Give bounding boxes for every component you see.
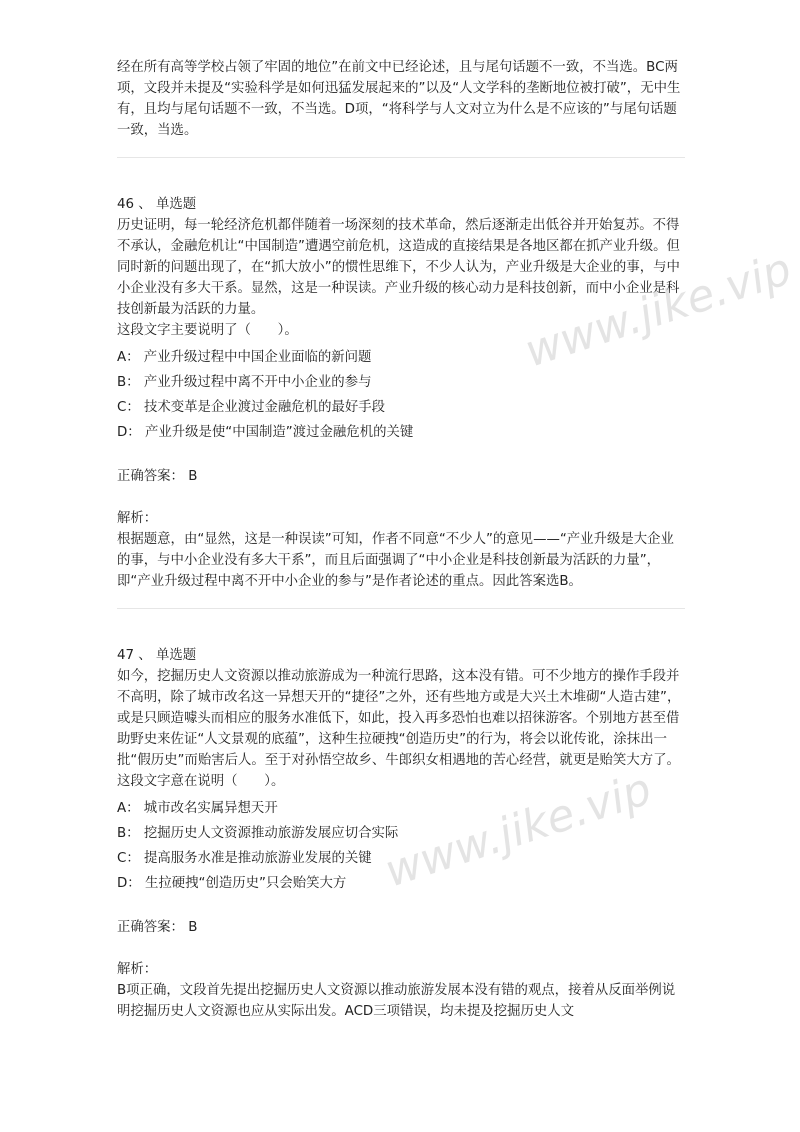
option-d: D： 生拉硬拽“创造历史”只会贻笑大方 [117, 876, 347, 891]
intro-paragraph: 经在所有高等学校占领了牢固的地位”在前文中已经论述，且与尾句话题不一致，不当选。BC两项，文段并未提及“实验科学是如何迅猛发展起来的”以及“人文学科的垄断地位被打破”，无中生有，且均与尾句话题不一致，不当选。D项，“将科学与人文对立为什么是不应该的”与尾句话题一致，当选。 [117, 60, 681, 138]
section-divider [117, 157, 685, 158]
question-stem: 历史证明，每一轮经济危机都伴随着一场深刻的技术革命，然后逐渐走出低谷并开始复苏。不得不承认，金融危机让“中国制造”遭遇空前危机，这造成的直接结果是各地区都在抓产业升级。但同时新的问题出现了，在“抓大放小”的惯性思维下，不少人认为，产业升级是大企业的事，与中小企业没有多大干系。显然，这是一种误读。产业升级的核心动力是科技创新，而中小企业是科技创新最为活跃的力量。 [117, 218, 680, 317]
option-d: D： 产业升级是使“中国制造”渡过金融危机的关键 [117, 425, 414, 440]
explanation-label: 解析： [117, 962, 158, 977]
option-b: B： 挖掘历史人文资源推动旅游发展应切合实际 [117, 826, 399, 841]
question-prompt: 这段文字主要说明了（ ）。 [117, 323, 298, 338]
question-stem: 如今，挖掘历史人文资源以推动旅游成为一种流行思路，这本没有错。可不少地方的操作手段并不高明，除了城市改名这一异想天开的“捷径”之外，还有些地方或是大兴土木堆砌“人造古建”，或是只顾造噱头而相应的服务水准低下，如此，投入再多恐怕也难以招徕游客。个别地方甚至借助野史来佐证“人文景观的底蕴”，这种生拉硬拽“创造历史”的行为，将会以讹传讹，涂抹出一批“假历史”而贻害后人。至于对孙悟空故乡、牛郎织女相遇地的苦心经营，就更是贻笑大方了。 [117, 669, 681, 768]
watermark-text: www.jike.vip [518, 243, 798, 378]
explanation-text: B项正确，文段首先提出挖掘历史人文资源以推动旅游发展本没有错的观点，接着从反面举例说明挖掘历史人文资源也应从实际出发。ACD三项错误，均未提及挖掘历史人文 [117, 983, 676, 1019]
correct-answer: 正确答案： B [117, 469, 198, 484]
correct-answer: 正确答案： B [117, 920, 198, 935]
explanation-label: 解析： [117, 511, 158, 526]
question-46 [117, 194, 685, 592]
option-list [117, 345, 685, 445]
question-prompt: 这段文字意在说明（ ）。 [117, 774, 285, 789]
question-47 [117, 645, 685, 1022]
option-c: C： 技术变革是企业渡过金融危机的最好手段 [117, 400, 386, 415]
option-list [117, 796, 685, 896]
watermark-text: www.jike.vip [378, 763, 658, 898]
option-a: A： 产业升级过程中中国企业面临的新问题 [117, 350, 372, 365]
option-a: A： 城市改名实属异想天开 [117, 801, 278, 816]
option-b: B： 产业升级过程中离不开中小企业的参与 [117, 375, 372, 390]
option-c: C： 提高服务水准是推动旅游业发展的关键 [117, 851, 372, 866]
question-header: 47 、 单选题 [117, 648, 197, 663]
explanation-text: 根据题意，由“显然，这是一种误读”可知，作者不同意“不少人”的意见——“产业升级是大企业的事，与中小企业没有多大干系”，而且后面强调了“中小企业是科技创新最为活跃的力量”，即“产业升级过程中离不开中小企业的参与”是作者论述的重点。因此答案选B。 [117, 532, 674, 589]
section-divider [117, 608, 685, 609]
question-header: 46 、 单选题 [117, 197, 197, 212]
document-page [117, 57, 685, 1022]
